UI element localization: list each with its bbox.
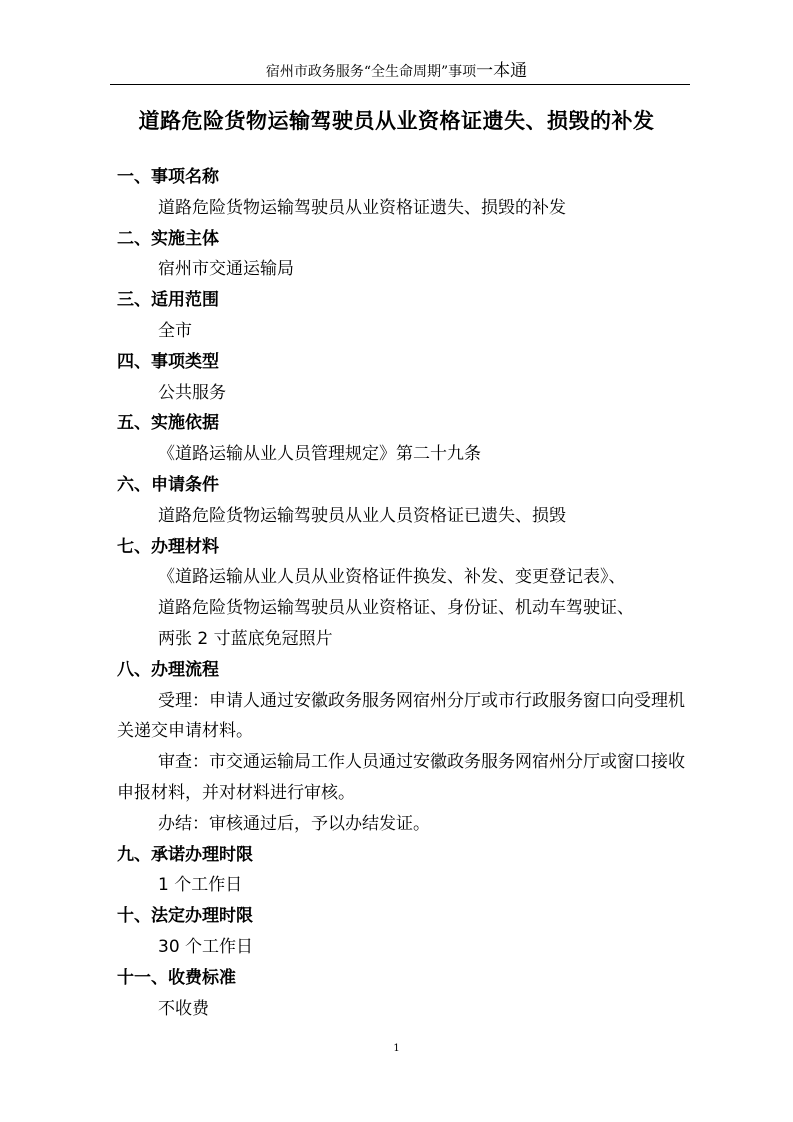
section-materials xyxy=(117,532,697,655)
process-step-complete: 办结：审核通过后，予以办结发证。 xyxy=(158,813,430,834)
section-heading: 九、承诺办理时限 xyxy=(117,844,253,865)
section-scope xyxy=(117,285,697,347)
section-item-type xyxy=(117,347,697,409)
header-prefix: 宿州市政务服务“全生命周期”事项 xyxy=(265,64,477,80)
document-body xyxy=(117,162,697,1024)
document-title: 道路危险货物运输驾驶员从业资格证遗失、损毁的补发 xyxy=(138,109,655,133)
section-text: 道路危险货物运输驾驶员从业人员资格证已遗失、损毁 xyxy=(158,505,566,526)
section-heading: 十一、收费标准 xyxy=(117,967,236,988)
section-process xyxy=(117,655,697,840)
section-item-name xyxy=(117,162,697,224)
section-conditions xyxy=(117,470,697,532)
section-heading: 三、适用范围 xyxy=(117,290,219,311)
section-heading: 十、法定办理时限 xyxy=(117,906,253,927)
section-heading: 六、申请条件 xyxy=(117,474,219,495)
section-heading: 四、事项类型 xyxy=(117,351,219,372)
page-number: 1 xyxy=(393,1043,400,1054)
section-promised-time xyxy=(117,840,697,902)
running-header xyxy=(0,61,793,82)
section-text: 道路危险货物运输驾驶员从业资格证、身份证、机动车驾驶证、 xyxy=(158,598,634,619)
section-heading: 一、事项名称 xyxy=(117,167,219,187)
process-step-accept: 受理：申请人通过安徽政务服务网宿州分厅或市行政服务窗口向受理机关递交申请材料。 xyxy=(117,690,685,742)
section-legal-basis xyxy=(117,408,697,470)
section-text: 《道路运输从业人员从业资格证件换发、补发、变更登记表》、 xyxy=(158,567,626,588)
section-text: 不收费 xyxy=(158,998,209,1019)
section-heading: 五、实施依据 xyxy=(117,413,219,434)
section-text: 30 个工作日 xyxy=(158,936,254,957)
section-text: 全市 xyxy=(158,320,192,341)
header-rule xyxy=(110,84,690,85)
section-text: 1 个工作日 xyxy=(158,875,243,896)
header-suffix: 一本通 xyxy=(476,61,528,81)
section-heading: 八、办理流程 xyxy=(117,659,219,680)
section-text: 两张 2 寸蓝底免冠照片 xyxy=(158,628,333,649)
section-text: 《道路运输从业人员管理规定》第二十九条 xyxy=(158,444,481,465)
section-text: 道路危险货物运输驾驶员从业资格证遗失、损毁的补发 xyxy=(158,197,566,218)
process-step-review: 审查：市交通运输局工作人员通过安徽政务服务网宿州分厅或窗口接收申报材料，并对材料进行审核。 xyxy=(117,752,685,803)
section-fees xyxy=(117,963,697,1025)
section-heading: 二、实施主体 xyxy=(117,228,219,249)
section-legal-time xyxy=(117,901,697,963)
section-text: 宿州市交通运输局 xyxy=(158,259,294,280)
section-text: 公共服务 xyxy=(158,382,226,403)
section-implementing-body xyxy=(117,224,697,286)
section-heading: 七、办理材料 xyxy=(117,536,219,557)
